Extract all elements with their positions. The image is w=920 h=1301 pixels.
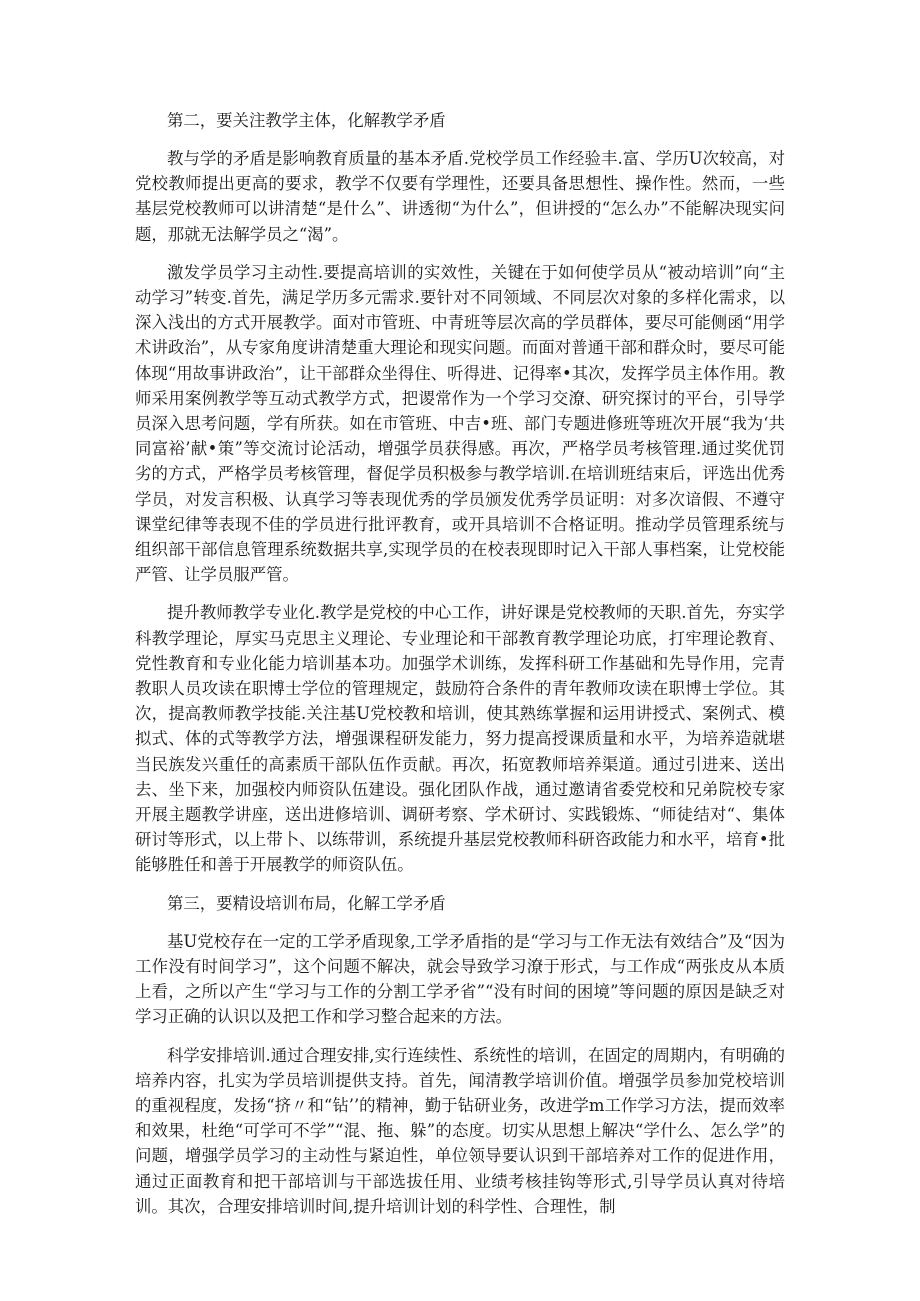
section-heading-3: 第三，要精设培训布局，化解工学矛盾: [167, 893, 446, 913]
spacer: [135, 247, 785, 260]
paragraph-teacher-professionalization: 提升教师教学专业化.教学是党校的中心工作，讲好课是党校教师的天职.首先，夯实学科教学理论，厚实马克思主义理论、专业理论和干部教育教学理论功底，打牢理论教育、党性教育和专业化能力培训基本功。加强学术训练，发挥科研工作基础和先导作用，完青教职人员攻读在职博士学位的管理规定，鼓励符合条件的青年教师攻读在职博士学位。其次，提高教师教学技能.关注基U党校教和培训，使其熟练掌握和运用讲授式、案例式、模拟式、体的式等教学方法，增强课程研发能力，努力提高授课质量和水平，为培养造就堪当民族发兴重任的高素质干部队伍作贡献。再次，拓宽教师培养渠道。通过引进来、送出去、坐下来，加强校内师资队伍建设。强化团队作战，通过邀请省委党校和兄弟院校专家开展主题教学讲座，送出进修培训、调研考察、学术研讨、实践锻炼、“师徒结对“、集体研讨等形式，以上带卜、以练带训，系统提升基层党校教师科研咨政能力和水平，培育•批能够胜任和善于开展教学的师资队伍。: [135, 603, 785, 875]
paragraph-work-study-contradiction: 基U党校存在一定的工学矛盾现象,工学矛盾指的是“学习与工作无法有效结合”及“因为工作没有时间学习”，这个问题不解决，就会导致学习潦于形式，与工作成“两张皮从本质上看，之所以产生“学习与工作的分割工学矛省”“没有时间的困境”等问题的原因是缺乏对学习正确的认识以及把工作和学习整合起来的方法。: [135, 931, 785, 1027]
spacer: [135, 587, 785, 600]
section-heading-2: 第二，要关注教学主体，化解教学矛盾: [167, 111, 446, 130]
document-page: [135, 108, 785, 1219]
paragraph-teaching-contradiction: 教与学的矛盾是影响教育质量的基本矛盾.党校学员工作经验丰.富、学历U次较高，对党校教师提出更高的要求，教学不仅要有学理性，还要具备思想性、操作性。然而，一些基层党校教师可以讲清楚“是什么”、讲透彻“为什么”，但讲授的“怎么办”不能解决现实问题，那就无法解学员之“渴”。: [135, 149, 785, 244]
paragraph-training-arrangement: 科学安排培训.通过合理安排,实行连续性、系统性的培训，在固定的周期内，有明确的培养内容，扎实为学员培训提供支持。首先，闻清教学培训价值。增强学员参加党校培训的重视程度，发扬“挤〃和“钻’’的精神，勤于钻研业务，改进学m工作学习方法，提而效率和效果，杜绝“可学可不学”“混、拖、躲”的态度。切实从思想上解决“学什么、怎么学”的问题，增强学员学习的主动性与紧迫性，单位领导要认识到干部培养对工作的促进作用，通过正面教育和把干部培训与干部选拔任用、业绩考核挂钩等形式,引导学员认真对待培训。其次，合理安排培训时间,提升培训计划的科学性、合理性，制: [135, 1045, 785, 1216]
spacer: [135, 878, 785, 891]
spacer: [135, 1030, 785, 1043]
spacer: [135, 133, 785, 146]
spacer: [135, 916, 785, 929]
paragraph-student-initiative: 激发学员学习主动性.要提高培训的实效性，关键在于如何使学员从“被动培训”向“主动学习”转变.首先，满足学历多元需求.要针对不同领域、不同层次对象的多样化需求，以深入浅出的方式开展教学。面对市管班、中青班等层次高的学员群体，要尽可能侧函“用学术讲政治”，从专家角度讲清楚重大理论和现实问题。而面对普通干部和群众时，要尽可能体现“用故事讲政治”，让干部群众坐得住、听得进、记得率•其次，发挥学员主体作用。教师采用案例教学等互动式教学方式，把谡常作为一个学习交潦、研究探讨的平台，引导学员深入思考问题，学有所获。如在市管班、中吉•班、部门专题进修班等班次开展“我为‘共同富裕’献•策”等交流讨论活动，增强学员获得感。再次，严格学员考核管理.通过奖优罚劣的方式，严格学员考核管理，督促学员积极参与教学培训.在培训班结束后，评选出优秀学员，对发言积极、认真学习等表现优秀的学员颁发优秀学员证明：对多次谙假、不遵守课堂纪律等表现不佳的学员进行批评教育，或开具培训不合格证明。推动学员管理系统与组织部干部信息管理系统数据共享,实现学员的在校表现即时记入干部人事档案，让党校能严管、让学员服严管。: [135, 262, 785, 585]
